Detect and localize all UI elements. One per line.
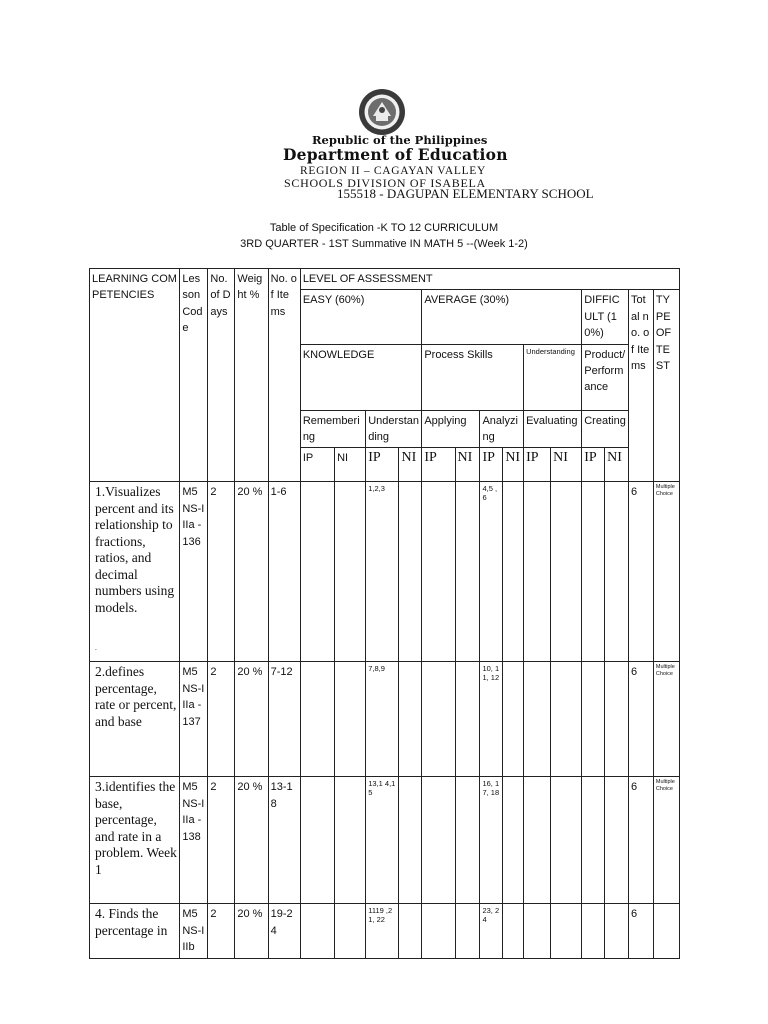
header-process-skills: Process Skills <box>422 344 524 410</box>
header-ip: IP <box>480 448 503 482</box>
header-total: Total no. of Items <box>628 290 653 482</box>
weight-cell: 20 % <box>235 777 268 904</box>
understanding-ip-cell: 7,8,9 <box>366 662 399 777</box>
items-cell: 7-12 <box>268 662 300 777</box>
row-mark: . <box>95 643 97 653</box>
understanding-ip-cell: 1,2,3 <box>366 482 399 662</box>
header-difficult: DIFFICULT (10%) <box>582 290 629 344</box>
analyzing-ip-cell: 23, 24 <box>480 904 503 958</box>
analyzing-ip-cell: 4,5 ,6 <box>480 482 503 662</box>
total-cell: 6 <box>628 777 653 904</box>
competency-text: 1.Visualizes percent and its relationship to fractions, ratios, and decimal numbers using models. <box>95 484 175 615</box>
items-cell: 19-24 <box>268 904 300 958</box>
table-row <box>90 482 680 662</box>
republic-heading: Republic of the Philippines <box>312 133 488 147</box>
lesson-code-cell: M5 NS-IIIa -138 <box>180 777 208 904</box>
header-weight: Weight % <box>235 269 268 482</box>
understanding-ip-cell: 1119 ,21, 22 <box>366 904 399 958</box>
header-creating: Creating <box>582 410 629 448</box>
document-subtitle: 3RD QUARTER - 1ST Summative IN MATH 5 --(Week 1-2) <box>240 238 528 250</box>
header-ip: IP <box>366 448 399 482</box>
competency-text: 2.defines percentage, rate or percent, and base <box>90 662 180 777</box>
deped-seal-icon <box>337 88 427 136</box>
header-ni: NI <box>399 448 422 482</box>
header-easy: EASY (60%) <box>300 290 422 344</box>
total-cell: 6 <box>628 662 653 777</box>
table-row <box>90 662 680 777</box>
header-analyzing: Analyzing <box>480 410 524 448</box>
header-knowledge: KNOWLEDGE <box>300 344 422 410</box>
header-ip: IP <box>300 448 334 482</box>
header-ip: IP <box>524 448 551 482</box>
lesson-code-cell: M5 NS-IIIb <box>180 904 208 958</box>
region-heading: REGION II – CAGAYAN VALLEY <box>300 165 487 177</box>
division-heading: SCHOOLS DIVISION OF ISABELA <box>284 176 486 190</box>
header-ip: IP <box>422 448 455 482</box>
header-lesson-code: Lesson Code <box>180 269 208 482</box>
competency-text: 4. Finds the percentage in <box>90 904 180 958</box>
document-header <box>0 0 768 270</box>
total-cell: 6 <box>628 904 653 958</box>
items-cell: 1-6 <box>268 482 300 662</box>
header-no-of-items: No. of Items <box>268 269 300 482</box>
total-cell: 6 <box>628 482 653 662</box>
days-cell: 2 <box>208 904 235 958</box>
header-ni: NI <box>335 448 366 482</box>
days-cell: 2 <box>208 482 235 662</box>
document-title: Table of Specification -K TO 12 CURRICULUM <box>269 222 499 234</box>
header-evaluating: Evaluating <box>524 410 582 448</box>
header-ni: NI <box>503 448 524 482</box>
header-applying: Applying <box>422 410 480 448</box>
header-ni: NI <box>605 448 629 482</box>
days-cell: 2 <box>208 777 235 904</box>
header-product: Product/ Performance <box>582 344 629 410</box>
weight-cell: 20 % <box>235 904 268 958</box>
lesson-code-cell: M5 NS-IIIa -137 <box>180 662 208 777</box>
header-ni: NI <box>455 448 480 482</box>
analyzing-ip-cell: 16, 17, 18 <box>480 777 503 904</box>
weight-cell: 20 % <box>235 482 268 662</box>
department-heading: Department of Education <box>283 145 508 164</box>
table-of-specification <box>89 268 680 959</box>
header-ni: NI <box>551 448 582 482</box>
analyzing-ip-cell: 10, 11, 12 <box>480 662 503 777</box>
header-average: AVERAGE (30%) <box>422 290 582 344</box>
table-row <box>90 904 680 958</box>
understanding-ip-cell: 13,1 4,15 <box>366 777 399 904</box>
days-cell: 2 <box>208 662 235 777</box>
competency-cell <box>90 482 180 662</box>
header-no-of-days: No. of Days <box>208 269 235 482</box>
header-level-of-assessment: LEVEL OF ASSESSMENT <box>300 269 679 290</box>
weight-cell: 20 % <box>235 662 268 777</box>
header-competencies: LEARNING COMPETENCIES <box>90 269 180 482</box>
header-ip: IP <box>582 448 605 482</box>
header-understanding: Understanding <box>366 410 422 448</box>
type-cell <box>653 904 679 958</box>
type-cell: Multiple Choice <box>653 662 679 777</box>
school-heading: 155518 - DAGUPAN ELEMENTARY SCHOOL <box>337 186 594 201</box>
items-cell: 13-18 <box>268 777 300 904</box>
header-remembering: Remembering <box>300 410 365 448</box>
type-cell: Multiple Choice <box>653 482 679 662</box>
type-cell: Multiple Choice <box>653 777 679 904</box>
table-row <box>90 777 680 904</box>
competency-text: 3.identifies the base, percentage, and rate in a problem. Week 1 <box>90 777 180 904</box>
lesson-code-cell: M5 NS-IIIa -136 <box>180 482 208 662</box>
header-type: TYPE OF TEST <box>653 290 679 482</box>
header-understanding-small: Understanding <box>524 344 582 410</box>
